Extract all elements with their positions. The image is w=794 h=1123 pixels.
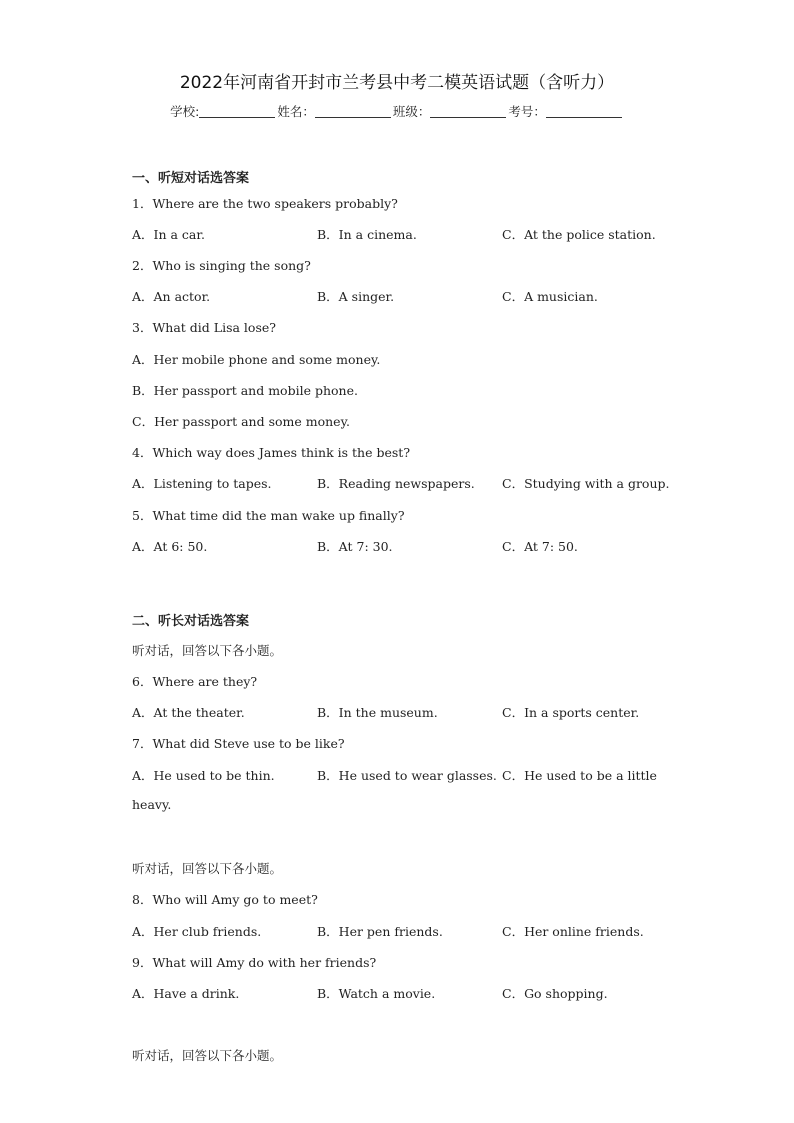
question-stem: 7．What did Steve use to be like? xyxy=(132,736,345,751)
number-blank[interactable] xyxy=(546,104,622,118)
instruction: 听对话，回答以下各小题。 xyxy=(132,1048,283,1063)
option-a: A．In a car. xyxy=(132,227,205,242)
option-b: B．A singer. xyxy=(317,289,395,304)
class-label: 班级： xyxy=(392,104,431,119)
page-title: 2022年河南省开封市兰考县中考二模英语试题（含听力） xyxy=(179,73,615,93)
name-blank[interactable] xyxy=(315,104,391,118)
option-c: C．Her passport and some money. xyxy=(132,414,350,429)
option-b: B．He used to wear glasses. xyxy=(317,768,497,783)
option-c: C．At the police station. xyxy=(502,227,656,242)
option-a: A．An actor. xyxy=(132,289,211,304)
question-stem: 3．What did Lisa lose? xyxy=(132,320,276,335)
instruction: 听对话，回答以下各小题。 xyxy=(132,643,283,658)
option-c: C．He used to be a little xyxy=(502,768,657,783)
number-label: 考号： xyxy=(508,104,546,119)
instruction: 听对话，回答以下各小题。 xyxy=(132,861,283,876)
option-b: B．Reading newspapers. xyxy=(317,476,475,491)
option-a: A．Her club friends. xyxy=(132,924,262,939)
option-a: A．He used to be thin. xyxy=(132,768,275,783)
question-stem: 1．Where are the two speakers probably? xyxy=(132,196,398,211)
option-c: C．Her online friends. xyxy=(502,924,644,939)
school-label: 学校: xyxy=(170,104,200,119)
option-b: B．In a cinema. xyxy=(317,227,417,242)
question-stem: 6．Where are they? xyxy=(132,674,258,689)
option-c-continued: heavy. xyxy=(132,797,172,812)
class-blank[interactable] xyxy=(430,104,506,118)
question-stem: 8．Who will Amy go to meet? xyxy=(132,892,318,907)
option-a: A．Her mobile phone and some money. xyxy=(132,352,381,367)
question-stem: 4．Which way does James think is the best? xyxy=(132,445,411,460)
option-a: A．At 6: 50. xyxy=(132,539,208,554)
school-blank[interactable] xyxy=(199,104,275,118)
option-a: A．At the theater. xyxy=(132,705,245,720)
option-b: B．Her passport and mobile phone. xyxy=(132,383,358,398)
name-label: 姓名： xyxy=(277,104,315,119)
option-c: C．At 7: 50. xyxy=(502,539,578,554)
option-c: C．Studying with a group. xyxy=(502,476,670,491)
option-a: A．Have a drink. xyxy=(132,986,240,1001)
option-b: B．Her pen friends. xyxy=(317,924,443,939)
student-info-line xyxy=(0,102,794,120)
option-c: C．A musician. xyxy=(502,289,598,304)
option-c: C．Go shopping. xyxy=(502,986,608,1001)
option-b: B．In the museum. xyxy=(317,705,438,720)
option-c: C．In a sports center. xyxy=(502,705,640,720)
question-stem: 9．What will Amy do with her friends? xyxy=(132,955,377,970)
option-a: A．Listening to tapes. xyxy=(132,476,272,491)
question-stem: 5．What time did the man wake up finally? xyxy=(132,508,405,523)
option-b: B．At 7: 30. xyxy=(317,539,393,554)
question-stem: 2．Who is singing the song? xyxy=(132,258,311,273)
option-b: B．Watch a movie. xyxy=(317,986,436,1001)
section-heading: 一、听短对话选答案 xyxy=(132,171,250,186)
section-heading: 二、听长对话选答案 xyxy=(132,614,250,629)
